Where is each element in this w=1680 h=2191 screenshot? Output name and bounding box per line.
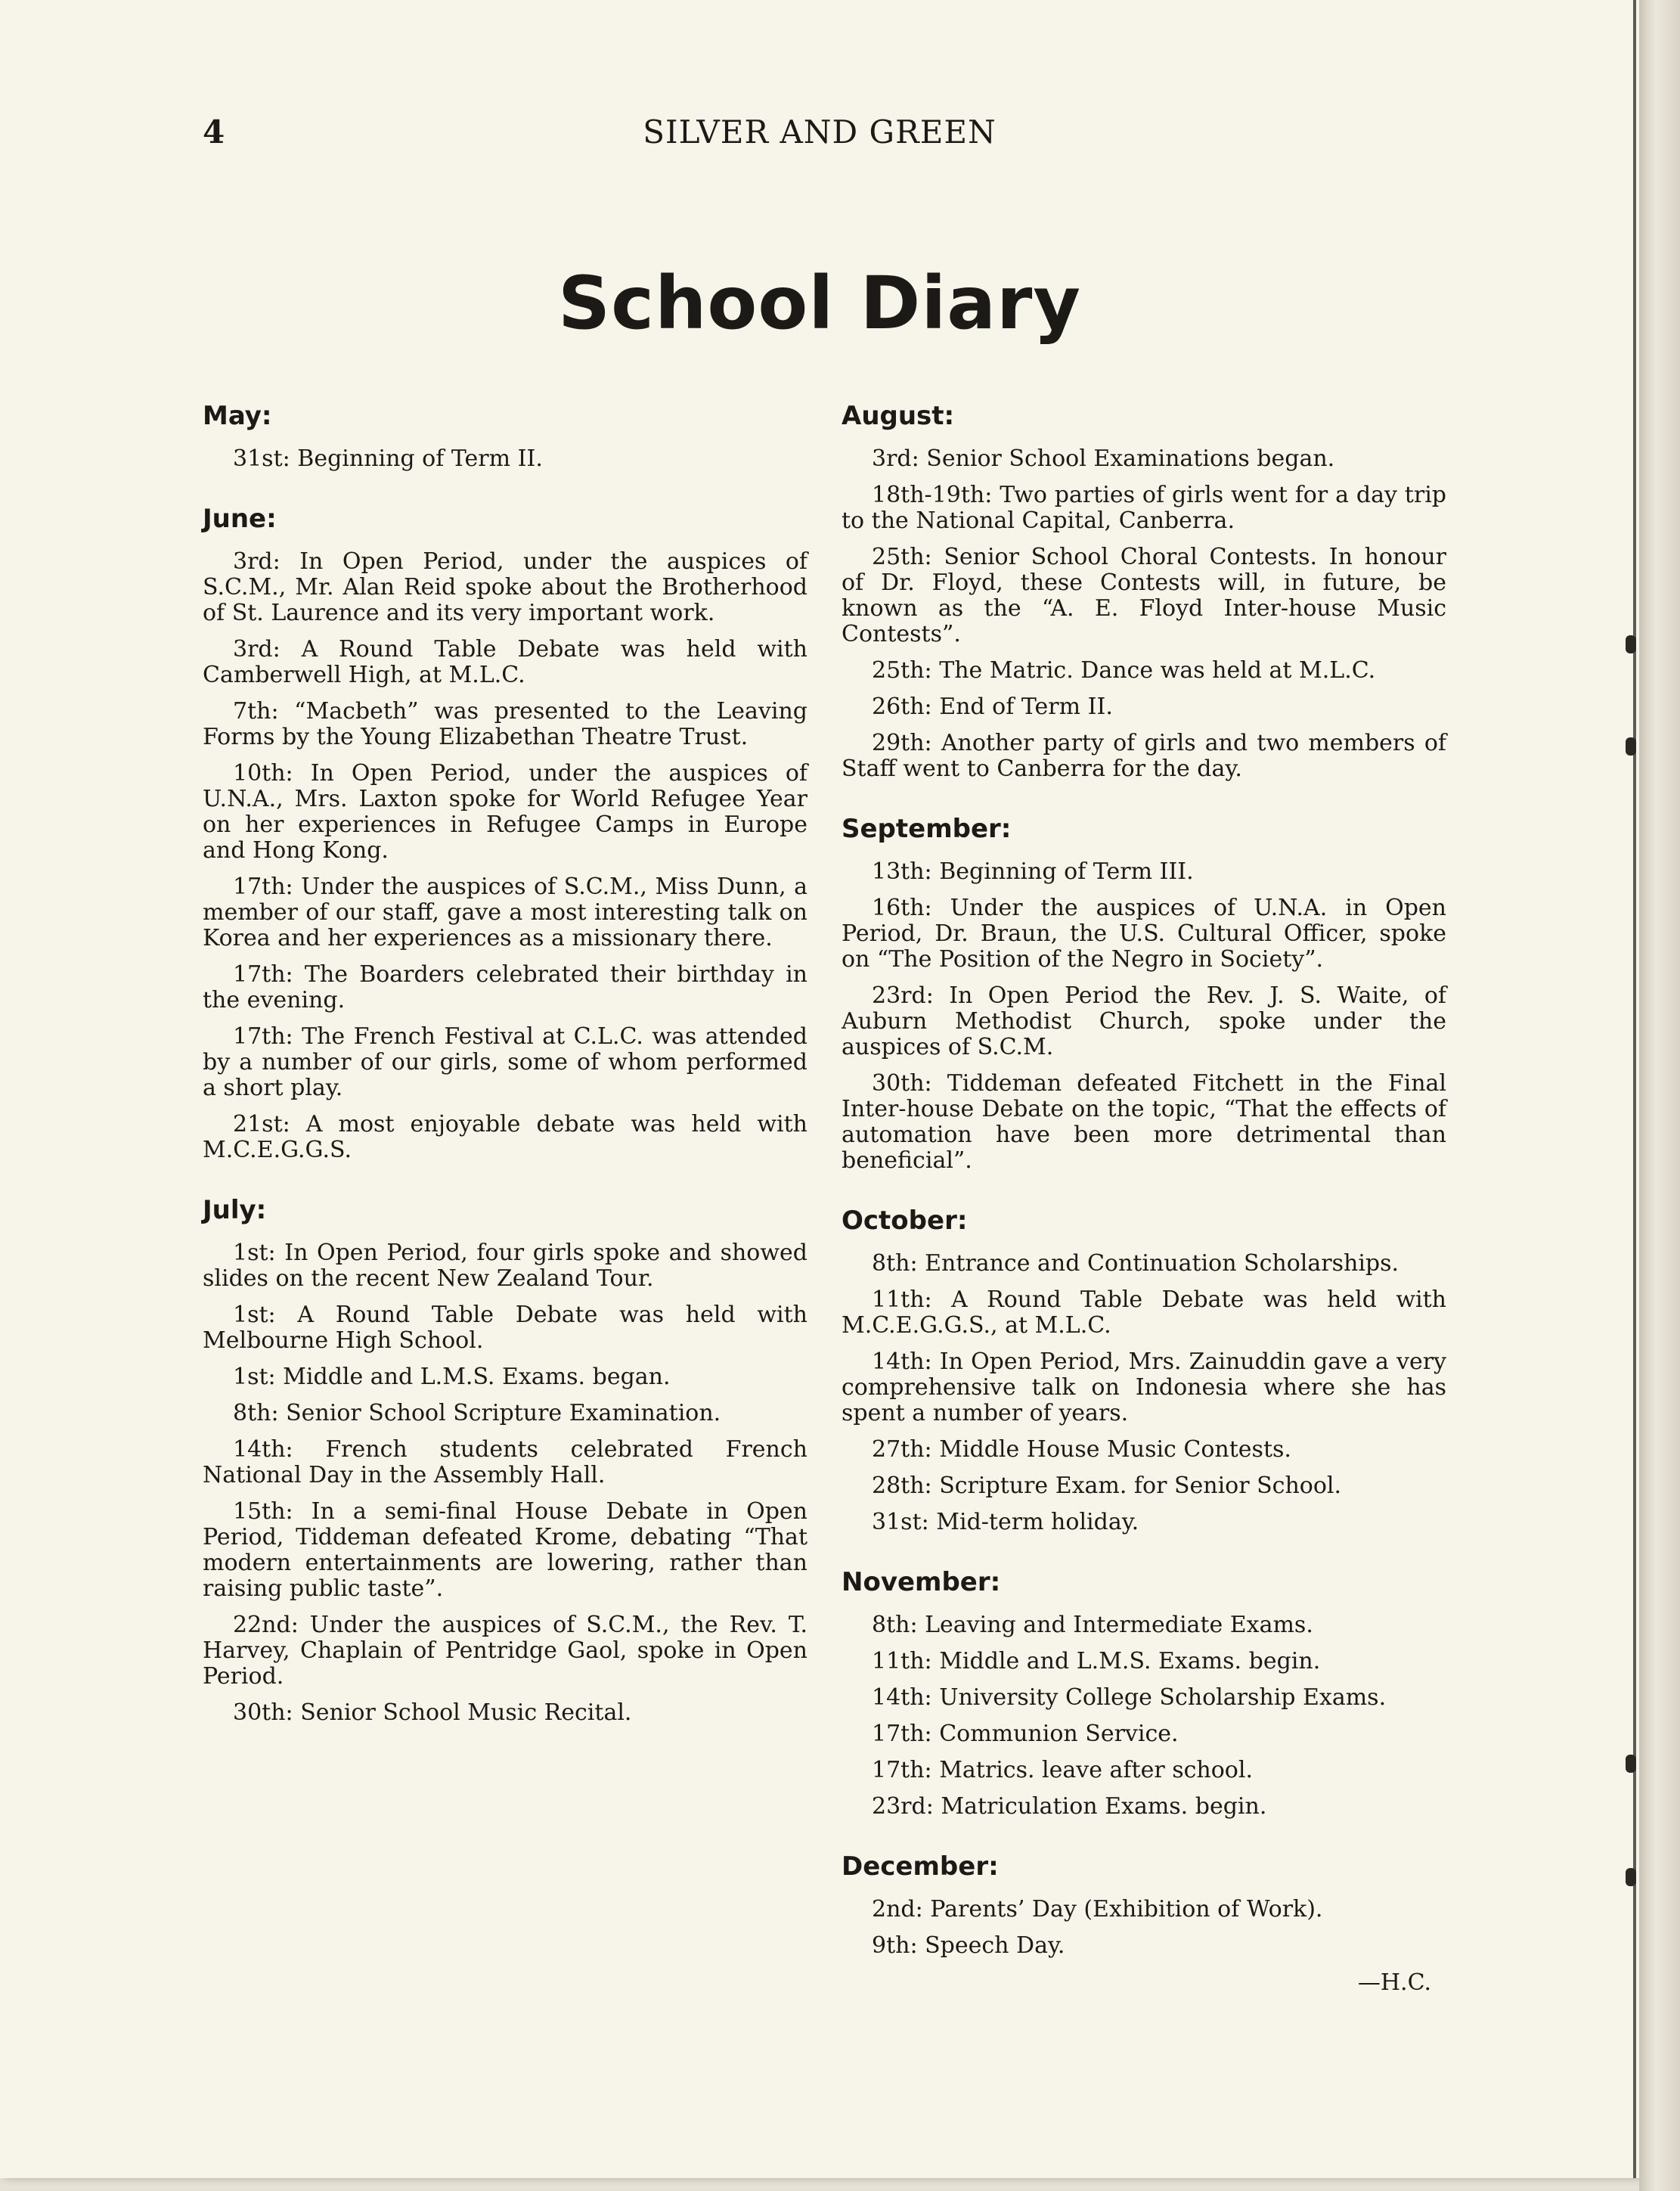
diary-entry: 3rd: A Round Table Debate was held with Camberwell High, at M.L.C. [203, 636, 807, 688]
diary-entry: 14th: In Open Period, Mrs. Zainuddin gave a very comprehensive talk on Indonesia where she has spent a number of years. [842, 1348, 1446, 1426]
diary-entry: 31st: Mid-term holiday. [872, 1509, 1139, 1535]
month-heading: October: [842, 1206, 968, 1236]
diary-entry: 18th-19th: Two parties of girls went for a day trip to the National Capital, Canberra. [842, 482, 1446, 534]
diary-entry: 23rd: In Open Period the Rev. J. S. Waite, of Auburn Methodist Church, spoke under the auspices of S.C.M. [842, 982, 1446, 1060]
diary-entry: 27th: Middle House Music Contests. [872, 1436, 1291, 1463]
page-edge-line [1633, 0, 1636, 2178]
diary-entry: 14th: University College Scholarship Exams. [872, 1684, 1387, 1711]
diary-entry: 25th: The Matric. Dance was held at M.L.C. [872, 657, 1376, 684]
diary-entry: 14th: French students celebrated French National Day in the Assembly Hall. [203, 1436, 807, 1488]
diary-entry: 17th: Under the auspices of S.C.M., Miss Dunn, a member of our staff, gave a most interesting talk on Korea and her experiences as a missionary there. [203, 874, 807, 951]
diary-entry: 30th: Senior School Music Recital. [233, 1699, 632, 1726]
diary-entry: 1st: A Round Table Debate was held with Melbourne High School. [203, 1302, 807, 1354]
author-signature: —H.C. [1357, 1969, 1431, 1996]
month-heading: June: [203, 504, 277, 534]
diary-entry: 17th: Matrics. leave after school. [872, 1757, 1253, 1783]
diary-entry: 3rd: Senior School Examinations began. [872, 445, 1335, 472]
diary-entry: 7th: “Macbeth” was presented to the Leaving Forms by the Young Elizabethan Theatre Trust. [203, 698, 807, 750]
diary-entry: 3rd: In Open Period, under the auspices of S.C.M., Mr. Alan Reid spoke about the Brotherhood of St. Laurence and its very important work. [203, 548, 807, 626]
month-heading: December: [842, 1851, 999, 1882]
binding-mark [1626, 737, 1636, 756]
right-column [842, 401, 1446, 1996]
diary-entry: 16th: Under the auspices of U.N.A. in Open Period, Dr. Braun, the U.S. Cultural Officer, spoke on “The Position of the Negro in Society”. [842, 895, 1446, 973]
diary-entry: 21st: A most enjoyable debate was held with M.C.E.G.G.S. [203, 1111, 807, 1163]
diary-entry: 17th: Communion Service. [872, 1721, 1179, 1747]
binding-mark [1626, 1868, 1636, 1886]
diary-entry: 17th: The Boarders celebrated their birthday in the evening. [203, 961, 807, 1013]
month-heading: July: [203, 1195, 267, 1225]
month-heading: November: [842, 1567, 1001, 1597]
month-heading: August: [842, 401, 955, 431]
month-heading: May: [203, 401, 272, 431]
diary-entry: 26th: End of Term II. [872, 694, 1113, 720]
diary-entry: 8th: Senior School Scripture Examination. [233, 1400, 721, 1426]
diary-entry: 29th: Another party of girls and two members of Staff went to Canberra for the day. [842, 730, 1446, 782]
diary-entry: 25th: Senior School Choral Contests. In honour of Dr. Floyd, these Contests will, in future, be known as the “A. E. Floyd Inter-house Music Contests”. [842, 544, 1446, 647]
month-heading: September: [842, 814, 1012, 844]
diary-entry: 23rd: Matriculation Exams. begin. [872, 1793, 1267, 1820]
diary-entry: 22nd: Under the auspices of S.C.M., the Rev. T. Harvey, Chaplain of Pentridge Gaol, spoke in Open Period. [203, 1612, 807, 1690]
diary-entry: 15th: In a semi-final House Debate in Open Period, Tiddeman defeated Krome, debating “That modern entertainments are lowering, rather than raising public taste”. [203, 1498, 807, 1602]
adjacent-page-edge [1639, 0, 1680, 2191]
diary-entry: 31st: Beginning of Term II. [233, 445, 543, 472]
diary-entry: 1st: In Open Period, four girls spoke and showed slides on the recent New Zealand Tour. [203, 1240, 807, 1292]
diary-entry: 11th: A Round Table Debate was held with M.C.E.G.G.S., at M.L.C. [842, 1286, 1446, 1339]
diary-entry: 13th: Beginning of Term III. [872, 858, 1194, 885]
diary-entry: 8th: Leaving and Intermediate Exams. [872, 1612, 1313, 1638]
diary-entry: 9th: Speech Day. [872, 1932, 1065, 1959]
running-title: SILVER AND GREEN [643, 113, 997, 151]
diary-entry: 1st: Middle and L.M.S. Exams. began. [233, 1364, 671, 1390]
diary-entry: 10th: In Open Period, under the auspices of U.N.A., Mrs. Laxton spoke for World Refugee Year on her experiences in Refugee Camps in Europe and Hong Kong. [203, 760, 807, 864]
left-column [203, 401, 807, 1736]
diary-entry: 11th: Middle and L.M.S. Exams. begin. [872, 1648, 1321, 1674]
diary-entry: 28th: Scripture Exam. for Senior School. [872, 1473, 1342, 1499]
diary-entry: 17th: The French Festival at C.L.C. was attended by a number of our girls, some of whom performed a short play. [203, 1023, 807, 1101]
binding-mark [1626, 635, 1636, 653]
page-number: 4 [203, 113, 225, 151]
diary-entry: 30th: Tiddeman defeated Fitchett in the Final Inter-house Debate on the topic, “That the effects of automation have been more detrimental than beneficial”. [842, 1070, 1446, 1174]
diary-entry: 8th: Entrance and Continuation Scholarships. [872, 1250, 1399, 1277]
diary-entry: 2nd: Parents’ Day (Exhibition of Work). [872, 1896, 1323, 1923]
binding-mark [1626, 1755, 1636, 1773]
page-title: School Diary [558, 261, 1081, 346]
